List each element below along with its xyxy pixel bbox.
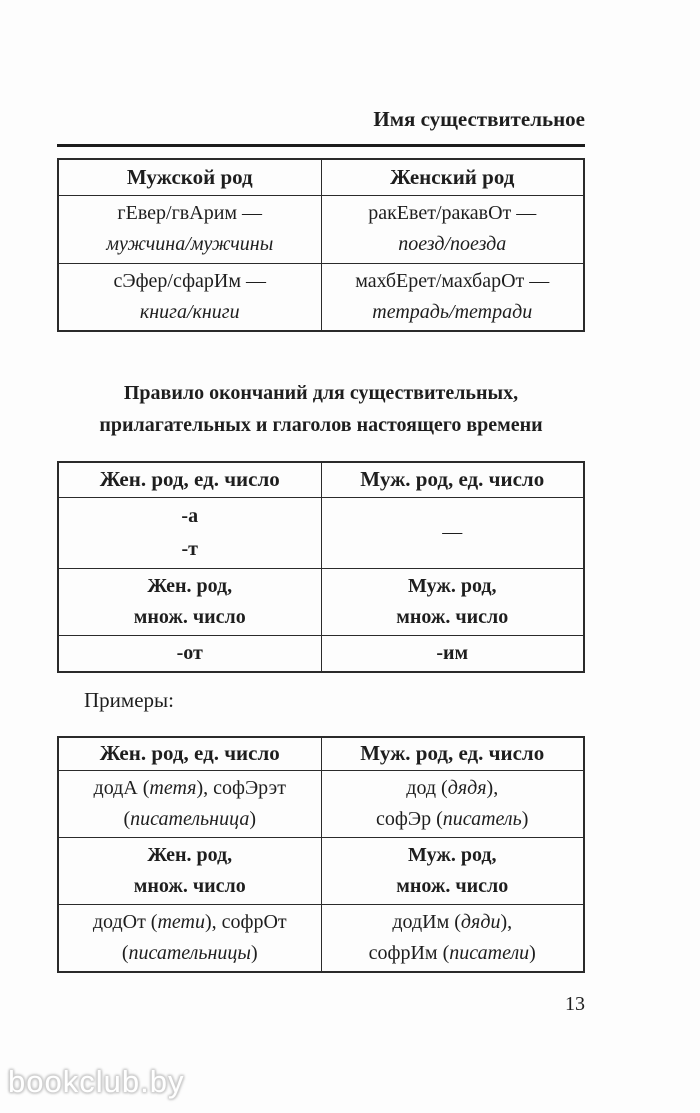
table-cell: додИм (дяди), софрИм (писатели) bbox=[321, 904, 584, 972]
table-row bbox=[58, 195, 584, 263]
table-row bbox=[58, 568, 584, 635]
endings-rule-table bbox=[57, 461, 585, 673]
table-cell: Жен. род, множ. число bbox=[58, 568, 321, 635]
table-cell: Жен. род, множ. число bbox=[58, 837, 321, 904]
section-heading-line1: Правило окончаний для существительных, bbox=[123, 382, 519, 404]
page-title: Имя существительное bbox=[373, 107, 585, 131]
column-header: Жен. род, ед. число bbox=[58, 737, 321, 770]
table-row bbox=[58, 770, 584, 837]
table-cell: -им bbox=[321, 635, 584, 672]
section-heading bbox=[57, 377, 585, 441]
header-rule bbox=[57, 144, 585, 147]
table-cell: — bbox=[321, 497, 584, 568]
examples-label: Примеры: bbox=[84, 688, 174, 712]
section-heading-line2: прилагательных и глаголов настоящего времени bbox=[99, 414, 543, 436]
table-cell: дод (дядя), софЭр (писатель) bbox=[321, 770, 584, 837]
table-cell: гЕвер/гвАрим — мужчина/мужчины bbox=[58, 195, 321, 263]
watermark: bookclub.by bbox=[8, 1064, 185, 1099]
table-cell: ракЕвет/ракавОт — поезд/поезда bbox=[321, 195, 584, 263]
table-cell: сЭфер/сфарИм — книга/книги bbox=[58, 263, 321, 331]
column-header: Жен. род, ед. число bbox=[58, 462, 321, 497]
page-header bbox=[57, 107, 585, 132]
table-row bbox=[58, 904, 584, 972]
gender-forms-table bbox=[57, 158, 585, 332]
examples-table bbox=[57, 736, 585, 973]
table-row bbox=[58, 635, 584, 672]
table-row bbox=[58, 837, 584, 904]
table-cell: додА (тетя), софЭрэт (писательница) bbox=[58, 770, 321, 837]
table-cell: додОт (тети), софрОт (писательницы) bbox=[58, 904, 321, 972]
column-header: Муж. род, ед. число bbox=[321, 737, 584, 770]
table-cell: -а -т bbox=[58, 497, 321, 568]
page-number: 13 bbox=[565, 993, 585, 1015]
table-row bbox=[58, 497, 584, 568]
table-cell: Муж. род, множ. число bbox=[321, 568, 584, 635]
table-cell: махбЕрет/махбарОт — тетрадь/тетради bbox=[321, 263, 584, 331]
table-cell: -от bbox=[58, 635, 321, 672]
column-header: Мужской род bbox=[58, 159, 321, 195]
table-cell: Муж. род, множ. число bbox=[321, 837, 584, 904]
column-header: Женский род bbox=[321, 159, 584, 195]
column-header: Муж. род, ед. число bbox=[321, 462, 584, 497]
table-row bbox=[58, 263, 584, 331]
